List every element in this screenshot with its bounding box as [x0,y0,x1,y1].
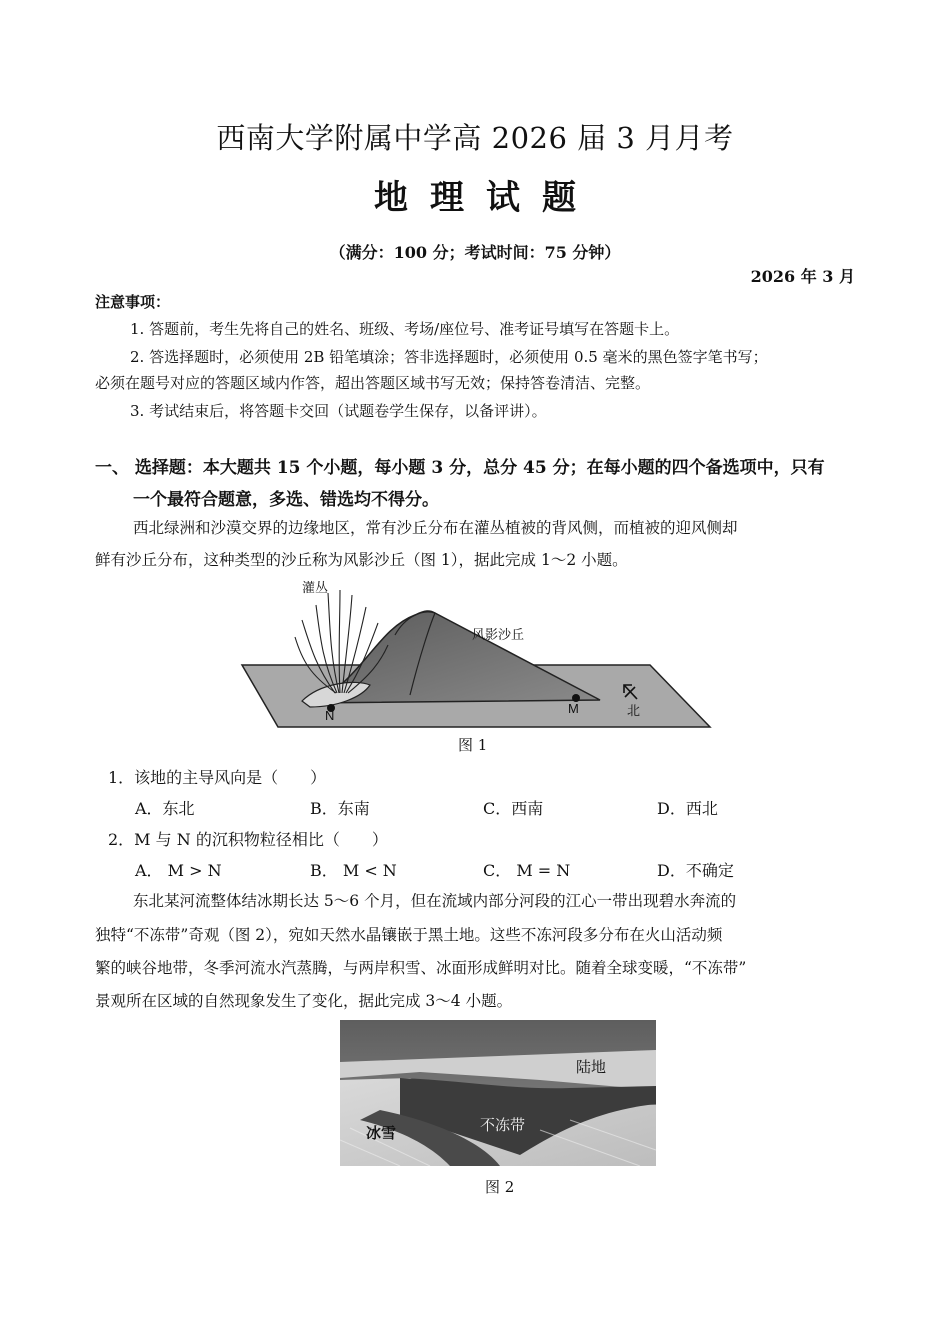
passage1-line2: 鲜有沙丘分布，这种类型的沙丘称为风影沙丘（图 1），据此完成 1～2 小题。 [95,551,628,569]
subject-title: 地理试题 [374,178,598,218]
question-2-option-b[interactable]: B． M < N [310,861,397,880]
passage2-line4: 景观所在区域的自然现象发生了变化，据此完成 3～4 小题。 [95,992,513,1010]
question-1-option-b[interactable]: B．东南 [310,799,370,818]
figure2-photo [340,1020,656,1166]
notice-item-2: 2. 答选择题时，必须使用 2B 铅笔填涂；答非选择题时，必须使用 0.5 毫米的黑色签字笔书写； [130,348,768,366]
label-unfrozen-zone: 不冻带 [480,1117,526,1134]
notice-item-2-cont: 必须在题号对应的答题区域内作答，超出答题区域书写无效；保持答卷清洁、完整。 [95,374,651,392]
question-1-option-d[interactable]: D．西北 [657,799,718,818]
exam-info: （满分：100 分；考试时间：75 分钟） [329,243,621,262]
figure1-caption: 图 1 [458,736,488,754]
question-1-stem: 1．该地的主导风向是（ ） [108,768,327,787]
passage2-line2: 独特“不冻带”奇观（图 2），宛如天然水晶镶嵌于黑土地。这些不冻河段多分布在火山活动频 [95,926,723,944]
question-2-stem: 2．M 与 N 的沉积物粒径相比（ ） [108,830,388,849]
question-1-option-a[interactable]: A．东北 [135,799,195,818]
question-2-option-c[interactable]: C． M = N [483,861,571,880]
passage2-line3: 繁的峡谷地带，冬季河流水汽蒸腾，与两岸积雪、冰面形成鲜明对比。随着全球变暖，“不冻带” [95,959,747,977]
section-heading-cont: 一个最符合题意，多选、错选均不得分。 [133,490,439,510]
section-heading: 一、 选择题：本大题共 15 个小题，每小题 3 分，总分 45 分；在每小题的四个备选项中，只有 [95,458,825,478]
label-land: 陆地 [576,1059,607,1076]
school-title: 西南大学附属中学高 2026 届 3 月月考 [216,121,734,155]
label-shrub: 灌丛 [302,580,329,595]
label-m: M [568,701,579,716]
label-north: 北 [627,703,641,718]
figure2-caption: 图 2 [485,1178,515,1196]
label-dune: 风影沙丘 [472,627,525,642]
question-2-option-a[interactable]: A． M > N [135,861,222,880]
question-2-option-d[interactable]: D．不确定 [657,861,734,880]
notice-title: 注意事项： [95,293,171,311]
passage2-line1: 东北某河流整体结冰期长达 5～6 个月，但在流域内部分河段的江心一带出现碧水奔流的 [133,892,737,910]
notice-item-1: 1. 答题前，考生先将自己的姓名、班级、考场/座位号、准考证号填写在答题卡上。 [130,320,680,338]
passage1-line1: 西北绿洲和沙漠交界的边缘地区，常有沙丘分布在灌丛植被的背风侧，而植被的迎风侧却 [133,519,738,537]
notice-item-3: 3. 考试结束后，将答题卡交回（试题卷学生保存，以备评讲）。 [130,402,547,420]
label-ice-snow: 冰雪 [366,1125,397,1142]
figure1-diagram [240,575,715,735]
label-n: N [325,708,335,723]
exam-date: 2026 年 3 月 [750,267,855,286]
question-1-option-c[interactable]: C．西南 [483,799,544,818]
